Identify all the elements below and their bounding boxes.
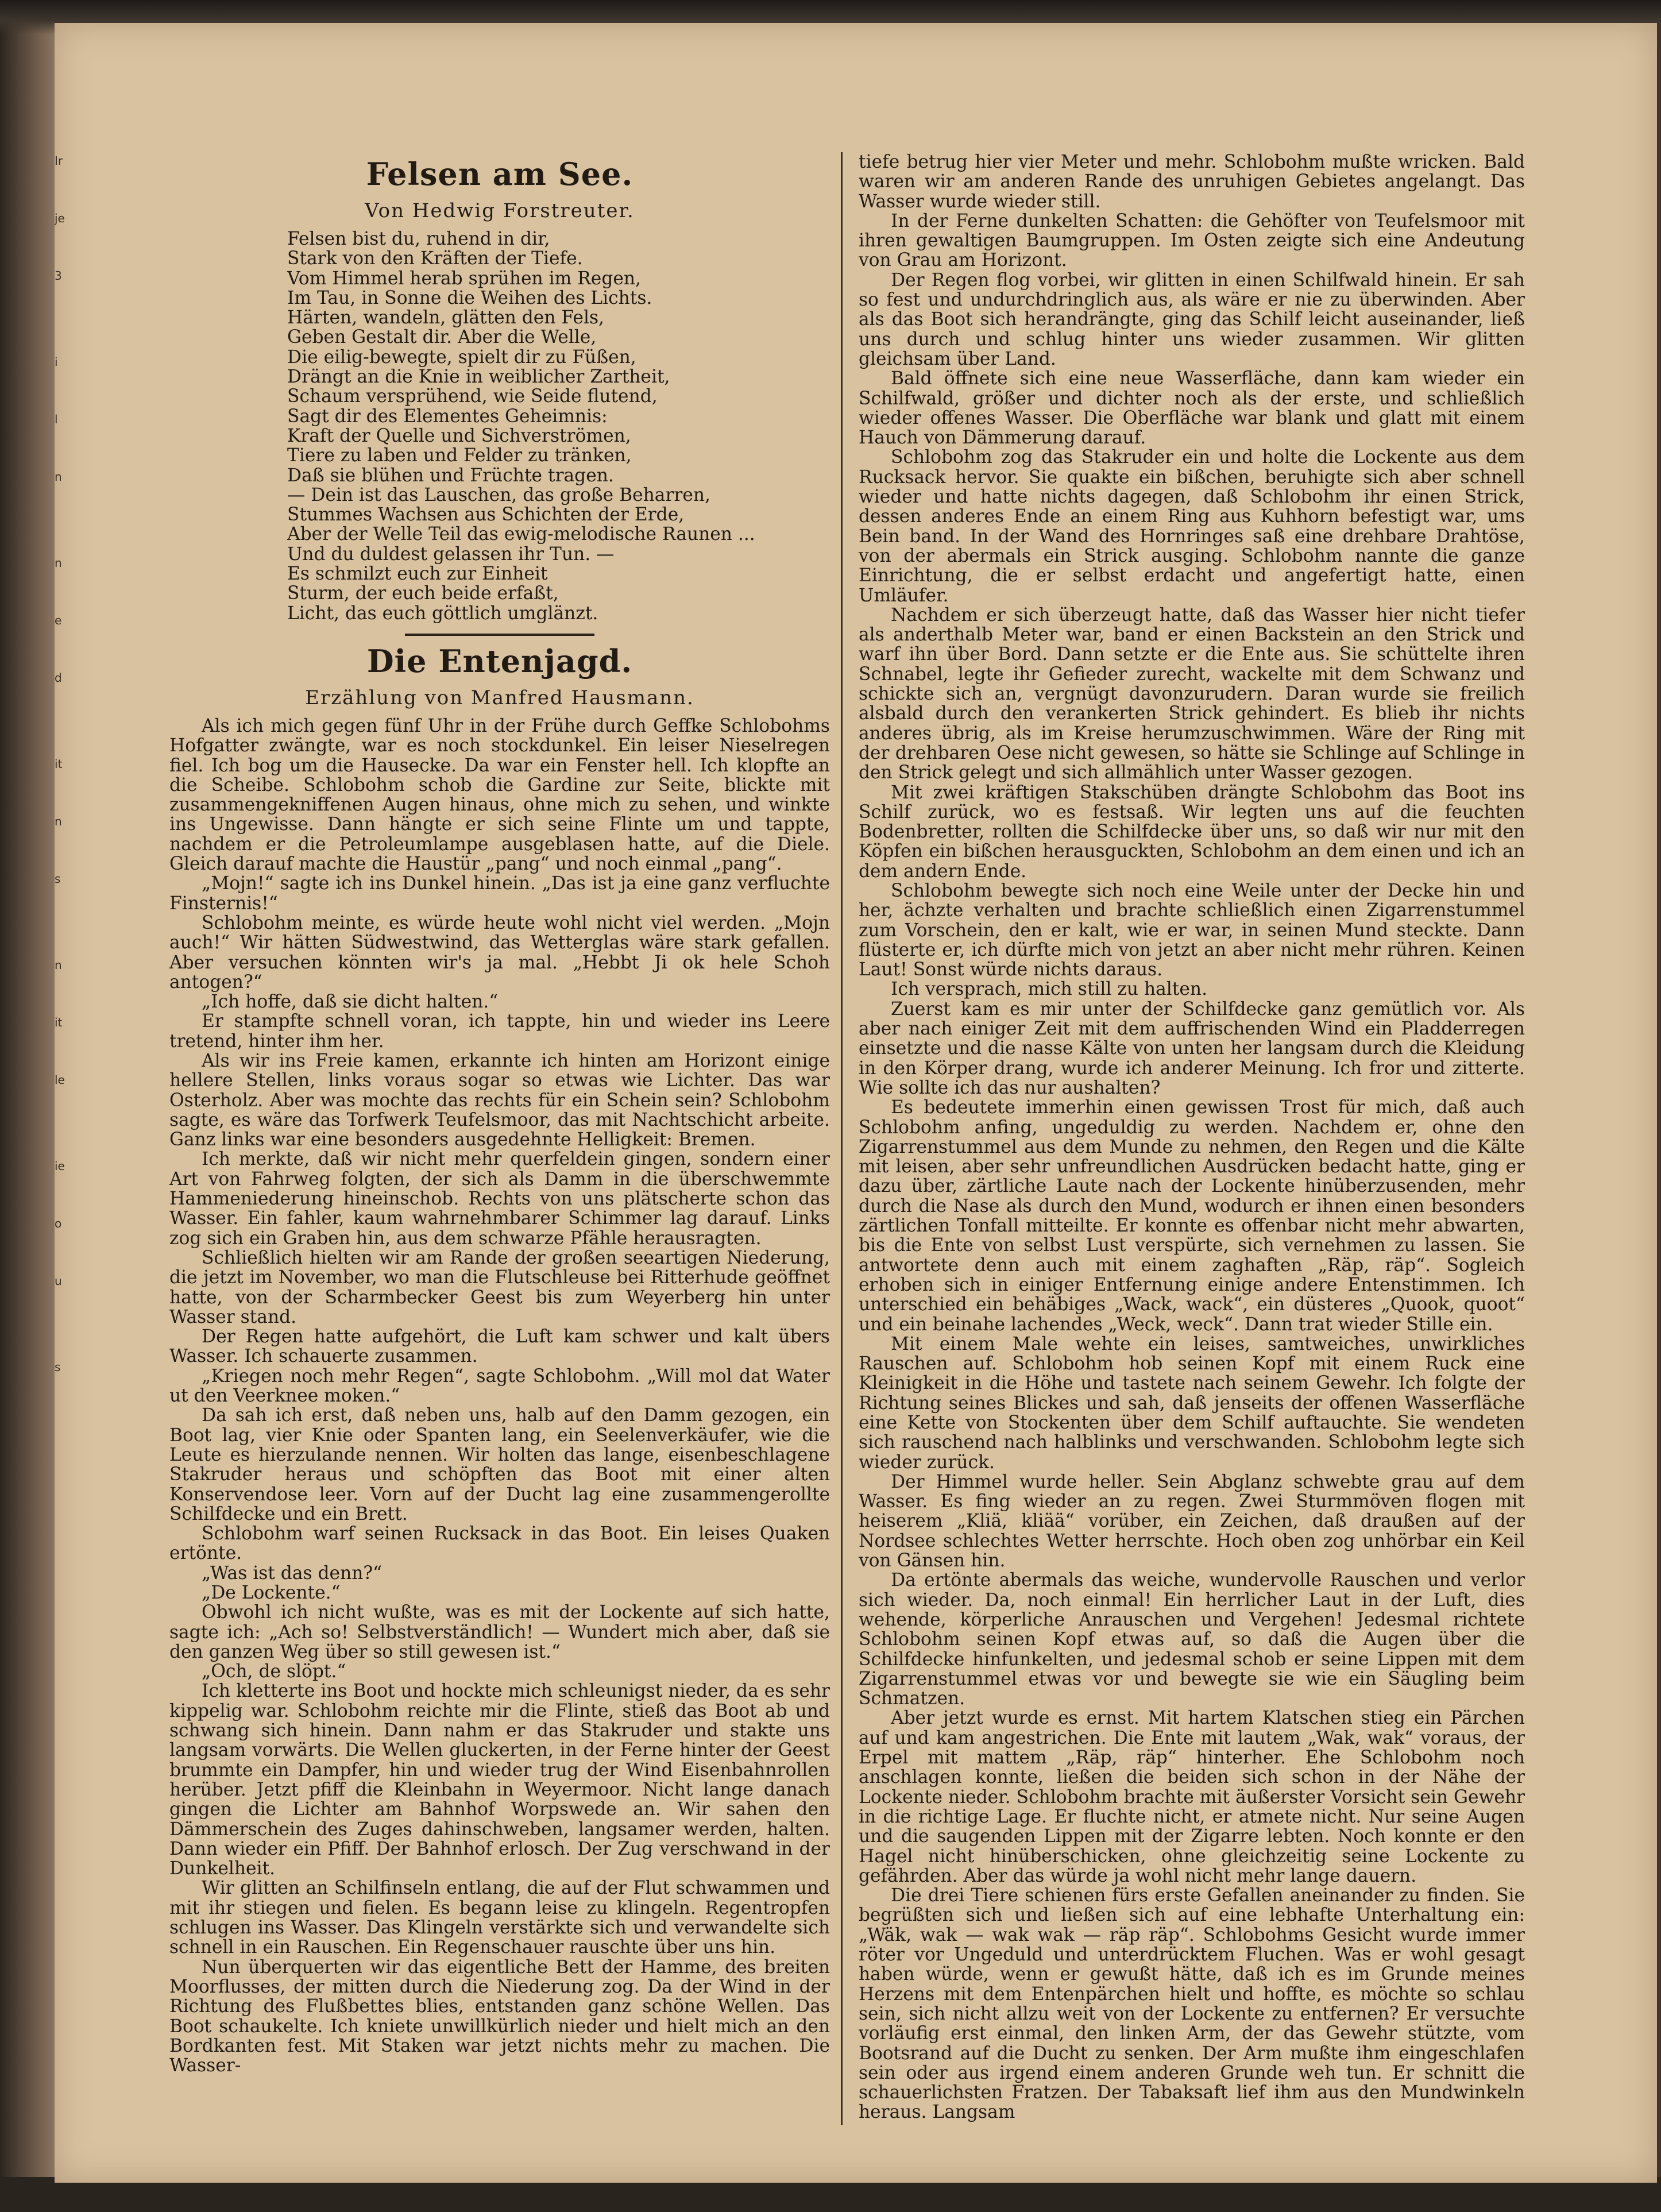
story-paragraph: Bald öffnete sich eine neue Wasserfläche, dann kam wieder ein Schilfwald, größer und dichter noch als der erste, und schließlich wieder offenes Wasser. Die Oberfläche war blank und glatt mit einem Hauch von Dämmerung darauf. (859, 368, 1525, 449)
story-paragraph: „Mojn!“ sagte ich ins Dunkel hinein. „Das ist ja eine ganz verfluchte Finsternis!“ (169, 873, 830, 914)
left-column (169, 152, 830, 2075)
poem-line: Stummes Wachsen aus Schichten der Erde, (287, 504, 685, 526)
section-divider (405, 634, 594, 636)
story-paragraph: Der Himmel wurde heller. Sein Abglanz schwebte grau auf dem Wasser. Es fing wieder an zu regen. Zwei Sturmmöven flogen mit heiserem „Kliä, kliää“ vorüber, ein Zeichen, daß draußen auf der Nordsee schlechtes Wetter herrschte. Hoch oben zog unhörbar ein Keil von Gänsen hin. (859, 1471, 1525, 1572)
poem-line: Daß sie blühen und Früchte tragen. (287, 465, 614, 486)
margin-fragment: n (55, 556, 62, 570)
story-paragraph: Als ich mich gegen fünf Uhr in der Frühe durch Geffke Schlobohms Hofgatter zwängte, war es noch stockdunkel. Ein leiser Nieselregen fiel. Ich bog um die Hausecke. Da war ein Fenster hell. Ich klopfte an die Scheibe. Schlobohm schob die Gardine zur Seite, blickte mit zusammengekniffenen Augen hinaus, ohne mich zu sehen, und winkte ins Ungewisse. Dann hängte er sich seine Flinte um und tappte, nachdem er die Petroleumlampe ausgeblasen hatte, auf die Diele. Gleich darauf machte die Haustür „pang“ und noch einmal „pang“. (169, 715, 830, 875)
margin-fragment: l (55, 412, 58, 426)
story-paragraph: „Och, de slöpt.“ (202, 1661, 346, 1682)
poem-author: Von Hedwig Forstreuter. (365, 199, 635, 222)
story-paragraph: „De Lockente.“ (202, 1582, 341, 1603)
book-binding-shadow (0, 0, 55, 2212)
story-paragraph: Der Regen flog vorbei, wir glitten in einen Schilfwald hinein. Er sah so fest und undurchdringlich aus, als wäre er nie zu überwinden. Aber als das Boot sich herandrängte, ging das Schilf leicht auseinander, ließ uns durch und schlug hinter uns wieder zusammen. Wir glitten gleichsam über Land. (859, 269, 1525, 369)
story-paragraph: Da sah ich erst, daß neben uns, halb auf den Damm gezogen, ein Boot lag, vier Knie oder Spanten lang, ein Seelenverkäufer, wie die Leute es hierzulande nennen. Wir holten das lange, eisenbeschlagene Stakruder heraus und schöpften das Boot mit einer alten Konservendose leer. Vorn auf der Ducht lag eine zusammengerollte Schilfdecke und ein Brett. (169, 1405, 830, 1524)
margin-fragment: Ir (55, 154, 63, 168)
story-paragraph: Zuerst kam es mir unter der Schilfdecke ganz gemütlich vor. Als aber nach einiger Zeit mit dem auffrischenden Wind ein Pladderregen einsetzte und die nasse Kälte von unten her langsam durch die Kleidung in den Körper drang, wurde ich anderer Meinung. Ich fror und zitterte. Wie sollte ich das nur aushalten? (859, 998, 1525, 1098)
poem-line: Härten, wandeln, glätten den Fels, (287, 307, 604, 329)
column-rule (841, 152, 843, 2125)
story-paragraph: Ich versprach, mich still zu halten. (891, 979, 1208, 1000)
margin-fragment: n (55, 814, 62, 828)
newspaper-page (55, 23, 1657, 2183)
poem-line: Kraft der Quelle und Sichverströmen, (287, 425, 631, 446)
margin-fragment: d (55, 671, 62, 685)
poem-line: Sagt dir des Elementes Geheimnis: (287, 406, 608, 427)
story-paragraph: tiefe betrug hier vier Meter und mehr. Schlobohm mußte wricken. Bald waren wir am anderen Rande des unruhigen Gebietes angelangt. Das Wasser wurde wieder still. (859, 152, 1525, 212)
story-title: Die Entenjagd. (366, 642, 633, 680)
story-author: Erzählung von Manfred Hausmann. (305, 686, 694, 709)
poem-title: Felsen am See. (366, 156, 634, 192)
story-body-right (859, 152, 1525, 2122)
poem-line: Schaum versprühend, wie Seide flutend, (287, 386, 658, 407)
margin-fragment: s (55, 872, 61, 886)
story-paragraph: Wir glitten an Schilfinseln entlang, die auf der Flut schwammen und mit ihr stiegen und fielen. Es begann leise zu klingeln. Regentropfen schlugen ins Wasser. Das Klingeln verstärkte sich und verwandelte sich schnell in ein Rauschen. Ein Regenschauer rauschte über uns hin. (169, 1878, 830, 1958)
poem-line: Vom Himmel herab sprühen im Regen, (287, 268, 641, 289)
story-paragraph: Da ertönte abermals das weiche, wundervolle Rauschen und verlor sich wieder. Da, noch einmal! Ein herrlicher Laut in der Luft, dies wehende, körperliche Anrauschen und Vergehen! Jedesmal richtete Schlobohm seinen Kopf etwas auf, so daß die Augen über die Schilfdecke hinfunkelten, und jedesmal schob er seine Lippen mit dem Zigarrenstummel etwas vor und bewegte sie wie ein Säugling beim Schmatzen. (859, 1570, 1525, 1709)
story-paragraph: Schlobohm meinte, es würde heute wohl nicht viel werden. „Mojn auch!“ Wir hätten Südwestwind, das Wetterglas wäre stark gefallen. Aber versuchen könnten wir's ja mal. „Hebbt Ji ok hele Schoh antogen?“ (169, 912, 830, 993)
margin-fragment: it (55, 757, 63, 771)
poem-line: Im Tau, in Sonne die Weihen des Lichts. (287, 287, 652, 308)
poem-line: Geben Gestalt dir. Aber die Welle, (287, 327, 597, 348)
margin-fragment: je (55, 211, 65, 225)
story-paragraph: Er stampfte schnell voran, ich tappte, hin und wieder ins Leere tretend, hinter ihm her. (169, 1011, 830, 1052)
story-paragraph: Schließlich hielten wir am Rande der großen seeartigen Niederung, die jetzt im November, wo man die Flutschleuse bei Ritterhude geöffnet hatte, von der Scharmbecker Geest bis zum Weyerberg hin unter Wasser stand. (169, 1247, 830, 1327)
story-paragraph: Schlobohm warf seinen Rucksack in das Boot. Ein leises Quaken ertönte. (169, 1523, 830, 1564)
poem-line: Drängt an die Knie in weiblicher Zartheit, (287, 366, 670, 388)
right-column (859, 152, 1525, 2122)
margin-fragment: le (55, 1073, 65, 1087)
poem-line: — Dein ist das Lauschen, das große Beharren, (287, 484, 710, 505)
story-paragraph: Schlobohm zog das Stakruder ein und holte die Lockente aus dem Rucksack hervor. Sie quakte ein bißchen, beruhigte sich aber schnell wieder und hatte nichts dagegen, daß Schlobohm ihr einen Strick, dessen anderes Ende an einem Ring aus Kuhhorn befestigt war, ums Bein band. In der Wand des Hornringes saß eine drehbare Drahtöse, von der abermals ein Strick ausging. Schlobohm nannte die ganze Einrichtung, die er selbst erdacht und angefertigt hatte, einen Umläufer. (859, 447, 1525, 606)
story-paragraph: „Ich hoffe, daß sie dicht halten.“ (202, 991, 499, 1013)
margin-fragment: s (55, 1360, 61, 1374)
story-paragraph: Ich kletterte ins Boot und hockte mich schleunigst nieder, da es sehr kippelig war. Schlobohm reichte mir die Flinte, stieß das Boot ab und schwang sich hinein. Dann nahm er das Stakruder und stakte uns langsam vorwärts. Die Wellen gluckerten, in der Ferne hinter der Geest brummte ein Dampfer, hin und wieder trug der Wind Eisenbahnrollen herüber. Jetzt pfiff die Kleinbahn in Weyermoor. Nicht lange danach gingen die Lichter am Bahnhof Worpswede an. Wir sahen den Dämmerschein des Zuges dahinschweben, langsamer werden, halten. Dann wieder ein Pfiff. Der Bahnhof erlosch. Der Zug verschwand in der Dunkelheit. (169, 1681, 830, 1879)
poem-line: Tiere zu laben und Felder zu tränken, (287, 445, 632, 466)
story-body-left (169, 716, 830, 2075)
margin-fragment: ie (55, 1159, 65, 1173)
story-paragraph: Schlobohm bewegte sich noch eine Weile unter der Decke hin und her, ächzte verhalten und brachte schließlich einen Zigarrenstummel zum Vorschein, den er kalt, wie er war, in seinen Mund steckte. Dann flüsterte er, ich dürfte mich von jetzt an aber nicht mehr rühren. Keinen Laut! Sonst würde nichts daraus. (859, 880, 1525, 980)
story-paragraph: Aber jetzt wurde es ernst. Mit hartem Klatschen stieg ein Pärchen auf und kam angestrichen. Die Ente mit lautem „Wak, wak“ voraus, der Erpel mit mattem „Räp, räp“ hinterher. Ehe Schlobohm noch anschlagen konnte, ließen die beiden sich schon in der Nähe der Lockente nieder. Schlobohm brachte mit äußerster Vorsicht sein Gewehr in die richtige Lage. Er fluchte nicht, er atmete nicht. Nur seine Augen und die saugenden Lippen mit der Zigarre lebten. Noch konnte er den Hagel nicht hinüberschicken, ohne gleichzeitig seine Lockente zu gefährden. Aber das würde ja wohl nicht mehr lange dauern. (859, 1708, 1525, 1886)
story-paragraph: Die drei Tiere schienen fürs erste Gefallen aneinander zu finden. Sie begrüßten sich und ließen sich auf eine lebhafte Unterhaltung ein: „Wäk, wak — wak wak — räp räp“. Schlobohms Gesicht wurde immer röter vor Ungeduld und unterdrücktem Fluchen. Was er wohl gesagt haben würde, wenn er gewußt hätte, daß ich es im Grunde meines Herzens mit dem Entenpärchen hielt und hoffte, es möchte so schlau sein, sich nicht allzu weit von der Lockente zu entfernen? Er versuchte vorläufig erst einmal, den linken Arm, der das Gewehr stützte, vom Bootsrand auf die Ducht zu senken. Der Arm mußte ihm eingeschlafen sein oder aus irgend einem anderen Grunde weh tun. Er schnitt die schauerlichsten Fratzen. Der Tabaksaft lief ihm aus den Mundwinkeln heraus. Langsam (859, 1885, 1525, 2123)
poem-line: Die eilig-bewegte, spielt dir zu Füßen, (287, 346, 636, 368)
story-paragraph: Als wir ins Freie kamen, erkannte ich hinten am Horizont einige hellere Stellen, links voraus sogar so etwas wie Lichter. Das war Osterholz. Aber was mochte das rechts für ein Schein sein? Schlobohm sagte, es wäre das Torfwerk Teufelsmoor, das mit Nachtschicht arbeite. Ganz links war eine besonders ausgedehnte Helligkeit: Bremen. (169, 1050, 830, 1151)
margin-fragment: i (55, 355, 58, 369)
story-paragraph: „Kriegen noch mehr Regen“, sagte Schlobohm. „Will mol dat Water ut den Veerknee moken.“ (169, 1365, 830, 1407)
poem-line: Und du duldest gelassen ihr Tun. — (287, 543, 615, 565)
story-paragraph: Mit zwei kräftigen Stakschüben drängte Schlobohm das Boot ins Schilf zurück, wo es festsaß. Wir legten uns auf die feuchten Bodenbretter, rollten die Schilfdecke über uns, so daß wir nur mit den Köpfen ein bißchen herausguckten, Schlobohm an dem einen und ich an dem andern Ende. (859, 782, 1525, 882)
margin-fragment: 3 (55, 269, 62, 283)
story-paragraph: Nachdem er sich überzeugt hatte, daß das Wasser hier nicht tiefer als anderthalb Meter war, band er einen Backstein an den Strick und warf ihn über Bord. Dann setzte er die Ente aus. Sie schüttelte ihren Schnabel, legte ihr Gefieder zurecht, wackelte mit dem Schwanz und schickte sich an, vergnügt davonzurudern. Daran wurde sie freilich alsbald durch den verankerten Strick gehindert. Es blieb ihr nichts anderes übrig, als im Kreise herumzuschwimmen. Wäre der Ring mit der drehbaren Oese nicht gewesen, so hätte sie Schlinge auf Schlinge in den Strick gelegt und sich allmählich unter Wasser gezogen. (859, 604, 1525, 783)
story-paragraph: Obwohl ich nicht wußte, was es mit der Lockente auf sich hatte, sagte ich: „Ach so! Selbstverständlich! — Wundert mich aber, daß sie den ganzen Weg über so still gewesen ist.“ (169, 1602, 830, 1662)
story-paragraph: In der Ferne dunkelten Schatten: die Gehöfter von Teufelsmoor mit ihren gewaltigen Baumgruppen. Im Osten zeigte sich eine Andeutung von Grau am Horizont. (859, 210, 1525, 271)
poem-line: Licht, das euch göttlich umglänzt. (287, 603, 598, 624)
margin-fragment: n (55, 958, 62, 972)
margin-fragment: it (55, 1016, 63, 1029)
story-paragraph: Mit einem Male wehte ein leises, samtweiches, unwirkliches Rauschen auf. Schlobohm hob seinen Kopf mit einem Ruck eine Kleinigkeit in die Höhe und tastete nach seinem Gewehr. Ich folgte der Richtung seines Blickes und sah, daß jenseits der offenen Wasserfläche eine Kette von Stockenten über dem Schilf auftauchte. Sie wendeten sich rauschend nach halblinks und verschwanden. Schlobohm legte sich wieder zurück. (859, 1333, 1525, 1473)
margin-fragment: n (55, 470, 62, 484)
previous-page-margin (55, 92, 78, 2045)
poem-line: Sturm, der euch beide erfaßt, (287, 583, 559, 604)
story-paragraph: „Was ist das denn?“ (202, 1562, 383, 1584)
story-paragraph: Der Regen hatte aufgehört, die Luft kam schwer und kalt übers Wasser. Ich schauerte zusammen. (169, 1326, 830, 1367)
story-paragraph: Ich merkte, daß wir nicht mehr querfeldein gingen, sondern einer Art von Fahrweg folgten, der sich als Damm in die überschwemmte Hammeniederung hineinschob. Rechts von uns plätscherte schon das Wasser. Ein fahler, kaum wahrnehmbarer Schimmer lag darauf. Links zog sich ein Graben hin, aus dem schwarze Pfähle herausragten. (169, 1149, 830, 1249)
poem-line: Es schmilzt euch zur Einheit (287, 563, 548, 585)
story-paragraph: Es bedeutete immerhin einen gewissen Trost für mich, daß auch Schlobohm anfing, ungeduldig zu werden. Nachdem er, ohne den Zigarrenstummel aus dem Munde zu nehmen, den Regen und die Kälte mit leisen, aber sehr unfreundlichen Ausdrücken bedacht hatte, ging er dazu über, zärtliche Laute nach der Lockente hinüberzusenden, mehr durch die Nase als durch den Mund, wodurch er ihnen einen besonders zärtlichen Tonfall mitteilte. Er konnte es offenbar nicht mehr abwarten, bis die Ente von selbst Lust verspürte, sich vernehmen zu lassen. Sie antwortete denn auch mit einem zaghaften „Räp, räp“. Sogleich erhoben sich in einiger Entfernung einige andere Entenstimmen. Ich unterschied ein behäbiges „Wack, wack“, ein düsteres „Quook, quoot“ und ein beinahe lachendes „Weck, weck“. Dann trat wieder Stille ein. (859, 1097, 1525, 1335)
poem-body (169, 229, 830, 623)
story-paragraph: Nun überquerten wir das eigentliche Bett der Hamme, des breiten Moorflusses, der mitten durch die Niederung zog. Da der Wind in der Richtung des Flußbettes blies, entstanden ganz schöne Wellen. Das Boot schaukelte. Ich kniete unwillkürlich nieder und hielt mich an den Bordkanten fest. Mit Staken war jetzt nichts mehr zu machen. Die Wasser- (169, 1956, 830, 2076)
margin-fragment: u (55, 1274, 62, 1288)
margin-fragment: e (55, 613, 62, 627)
poem-line: Felsen bist du, ruhend in dir, (287, 229, 550, 249)
poem-line: Stark von den Kräften der Tiefe. (287, 248, 583, 269)
margin-fragment: o (55, 1217, 62, 1230)
poem-line: Aber der Welle Teil das ewig-melodische Raunen ... (287, 524, 755, 545)
